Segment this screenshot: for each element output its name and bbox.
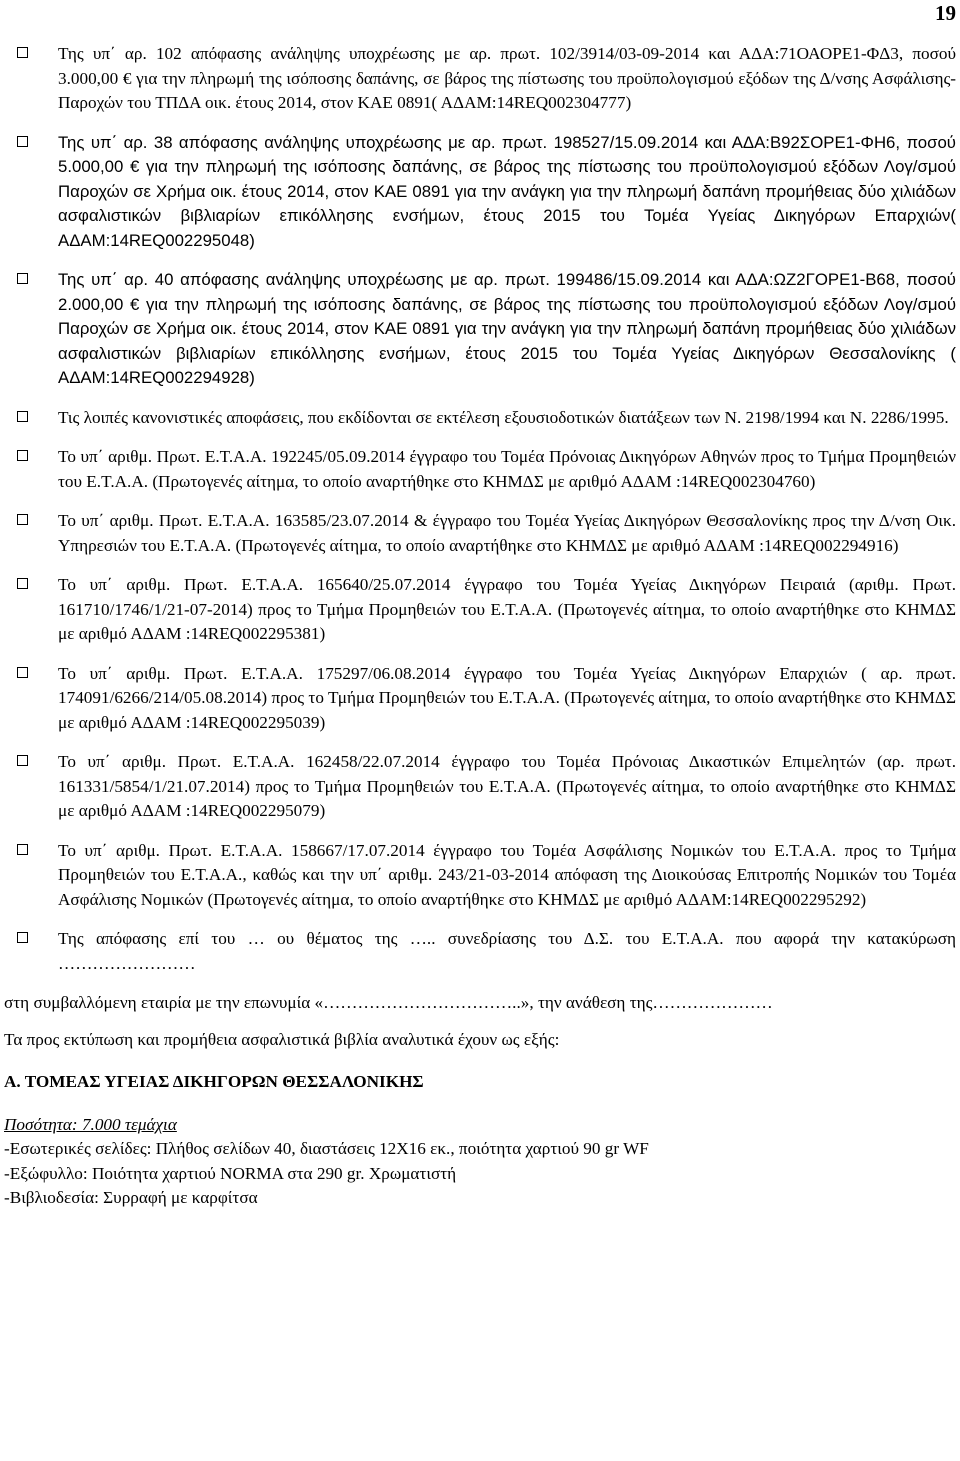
spec-binding: -Βιβλιοδεσία: Συρραφή με καρφίτσα xyxy=(4,1188,258,1207)
list-item xyxy=(4,406,956,431)
section-title: Α. ΤΟΜΕΑΣ ΥΓΕΙΑΣ ΔΙΚΗΓΟΡΩΝ ΘΕΣΣΑΛΟΝΙΚΗΣ xyxy=(4,1072,424,1091)
list-item-text: Το υπ΄ αριθμ. Πρωτ. Ε.Τ.Α.Α. 162458/22.07.2014 έγγραφο του Τομέα Πρόνοιας Δικαστικών Επιμελητών (αρ. πρωτ. 161331/5854/1/21.07.2014) προς το Τμήμα Προμηθειών του Ε.Τ.Α.Α. (Πρωτογενές αίτημα, το οποίο αναρτήθηκε στο ΚΗΜΔΣ με αριθμό ΑΔΑΜ :14REQ002295079) xyxy=(58,752,956,820)
document-body xyxy=(4,42,956,1211)
list-item xyxy=(4,927,956,976)
square-bullet-icon xyxy=(17,136,28,147)
list-item xyxy=(4,445,956,494)
list-item-text: Το υπ΄ αριθμ. Πρωτ. Ε.Τ.Α.Α. 158667/17.07.2014 έγγραφο του Τομέα Ασφάλισης Νομικών του Ε.Τ.Α.Α. προς το Τμήμα Προμηθειών του Ε.Τ.Α.Α., καθώς και την υπ΄ αριθμ. 243/21-03-2014 απόφαση της Διοικούσας Επιτροπής Νομικών του Τομέα Ασφάλισης Νομικών (Πρωτογενές αίτημα, το οποίο αναρτήθηκε στο ΚΗΜΔΣ με αριθμό ΑΔΑΜ:14REQ002295292) xyxy=(58,840,956,909)
list-item-text: Το υπ΄ αριθμ. Πρωτ. Ε.Τ.Α.Α. 165640/25.07.2014 έγγραφο του Τομέα Υγείας Δικηγόρων Πειραιά (αριθμ. Πρωτ. 161710/1746/1/21-07-2014) προς το Τμήμα Προμηθειών του Ε.Τ.Α.Α. (Πρωτογενές αίτημα, το οποίο αναρτήθηκε στο ΚΗΜΔΣ με αριθμό ΑΔΑΜ :14REQ002295381) xyxy=(58,575,956,643)
list-item-text: Της υπ΄ αρ. 102 απόφασης ανάληψης υποχρέωσης με αρ. πρωτ. 102/3914/03-09-2014 και ΑΔΑ:71ΟΑΟΡΕ1-ΦΔ3, ποσού 3.000,00 € για την πληρωμή της ισόποσης δαπάνης, σε βάρος της πίστωσης του προϋπολογισμού εξόδων της Δ/νσης Ασφάλισης-Παροχών του ΤΠΔΑ οικ. έτους 2014, στον ΚΑΕ 0891( ΑΔΑΜ:14REQ002304777) xyxy=(58,44,956,112)
page-number: 19 xyxy=(935,1,956,25)
list-item-text: Το υπ΄ αριθμ. Πρωτ. Ε.Τ.Α.Α. 175297/06.08.2014 έγγραφο του Τομέα Υγείας Δικηγόρων Επαρχιών ( αρ. πρωτ. 174091/6266/214/05.08.2014) προς το Τμήμα Προμηθειών του Ε.Τ.Α.Α. (Πρωτογενές αίτημα, το οποίο αναρτήθηκε στο ΚΗΜΔΣ με αριθμό ΑΔΑΜ :14REQ002295039) xyxy=(58,663,956,732)
list-item-text: Της υπ΄ αρ. 40 απόφασης ανάληψης υποχρέωσης με αρ. πρωτ. 199486/15.09.2014 και ΑΔΑ:ΩΖ2ΓΟΡΕ1-Β68, ποσού 2.000,00 € για την πληρωμή της ισόποσης δαπάνης, σε βάρος της πίστωσης του προϋπολογισμού εξόδων Λογ/σμού Παροχών σε Χρήμα οικ. έτους 2014, στον ΚΑΕ 0891 για την ανάγκη για την πληρωμή δαπάνη προμήθειας δύο χιλιάδων ασφαλιστικών βιβλιαρίων επικόλλησης ενσήμων, έτους 2015 του Τομέα Υγείας Δικηγόρων Θεσσαλονίκης ( ΑΔΑΜ:14REQ002294928) xyxy=(58,270,956,387)
list-item xyxy=(4,268,956,391)
quantity-label: Ποσότητα: 7.000 τεμάχια xyxy=(4,1114,177,1134)
square-bullet-icon xyxy=(17,844,28,855)
square-bullet-icon xyxy=(17,667,28,678)
list-item xyxy=(4,42,956,116)
square-bullet-icon xyxy=(17,273,28,284)
spec-cover: -Εξώφυλλο: Ποιότητα χαρτιού NORMA στα 290 gr. Χρωματιστή xyxy=(4,1163,457,1183)
square-bullet-icon xyxy=(17,514,28,525)
list-item xyxy=(4,750,956,824)
continuation-paragraph: στη συμβαλλόμενη εταιρία με την επωνυμία «……………………………..», την ανάθεση της………………… xyxy=(4,993,773,1012)
square-bullet-icon xyxy=(17,450,28,461)
square-bullet-icon xyxy=(17,932,28,943)
square-bullet-icon xyxy=(17,578,28,589)
list-item-text: Το υπ΄ αριθμ. Πρωτ. Ε.Τ.Α.Α. 192245/05.09.2014 έγγραφο του Τομέα Πρόνοιας Δικηγόρων Αθηνών προς το Τμήμα Προμηθειών του Ε.Τ.Α.Α. (Πρωτογενές αίτημα, το οποίο αναρτήθηκε στο ΚΗΜΔΣ με αριθμό ΑΔΑΜ :14REQ002304760) xyxy=(58,447,956,491)
list-item-text: Το υπ΄ αριθμ. Πρωτ. Ε.Τ.Α.Α. 163585/23.07.2014 & έγγραφο του Τομέα Υγείας Δικηγόρων Θεσσαλονίκης προς την Δ/νση Οικ. Υπηρεσιών του Ε.Τ.Α.Α. (Πρωτογενές αίτημα, το οποίο αναρτήθηκε στο ΚΗΜΔΣ με αριθμό ΑΔΑΜ :14REQ002294916) xyxy=(58,511,956,555)
square-bullet-icon xyxy=(17,47,28,58)
list-item-text: Της απόφασης επί του … ου θέματος της ….. συνεδρίασης του Δ.Σ. του Ε.Τ.Α.Α. που αφορά την κατακύρωση …………………… xyxy=(58,929,956,973)
list-item-text: Της υπ΄ αρ. 38 απόφασης ανάληψης υποχρέωσης με αρ. πρωτ. 198527/15.09.2014 και ΑΔΑ:Β92ΣΟΡΕ1-ΦΗ6, ποσού 5.000,00 € για την πληρωμή της ισόποσης δαπάνης, σε βάρος της πίστωσης του προϋπολογισμού εξόδων Λογ/σμού Παροχών σε Χρήμα οικ. έτους 2014, στον ΚΑΕ 0891 για την ανάγκη για την πληρωμή δαπάνη προμήθειας δύο χιλιάδων ασφαλιστικών βιβλιαρίων επικόλλησης ενσήμων, έτους 2015 του Τομέα Υγείας Δικηγόρων Επαρχιών( ΑΔΑΜ:14REQ002295048) xyxy=(58,132,956,250)
list-item-text: Τις λοιπές κανονιστικές αποφάσεις, που εκδίδονται σε εκτέλεση εξουσιοδοτικών διατάξεων των Ν. 2198/1994 και Ν. 2286/1995. xyxy=(58,407,949,427)
list-item xyxy=(4,509,956,558)
square-bullet-icon xyxy=(17,755,28,766)
list-item xyxy=(4,662,956,736)
bullet-list xyxy=(4,42,956,976)
intro-line: Τα προς εκτύπωση και προμήθεια ασφαλιστικά βιβλία αναλυτικά έχουν ως εξής: xyxy=(4,1029,560,1049)
list-item xyxy=(4,131,956,254)
spec-inner-pages: -Εσωτερικές σελίδες: Πλήθος σελίδων 40, διαστάσεις 12Χ16 εκ., ποιότητα χαρτιού 90 gr WF xyxy=(4,1139,649,1158)
square-bullet-icon xyxy=(17,411,28,422)
list-item xyxy=(4,839,956,913)
list-item xyxy=(4,573,956,647)
